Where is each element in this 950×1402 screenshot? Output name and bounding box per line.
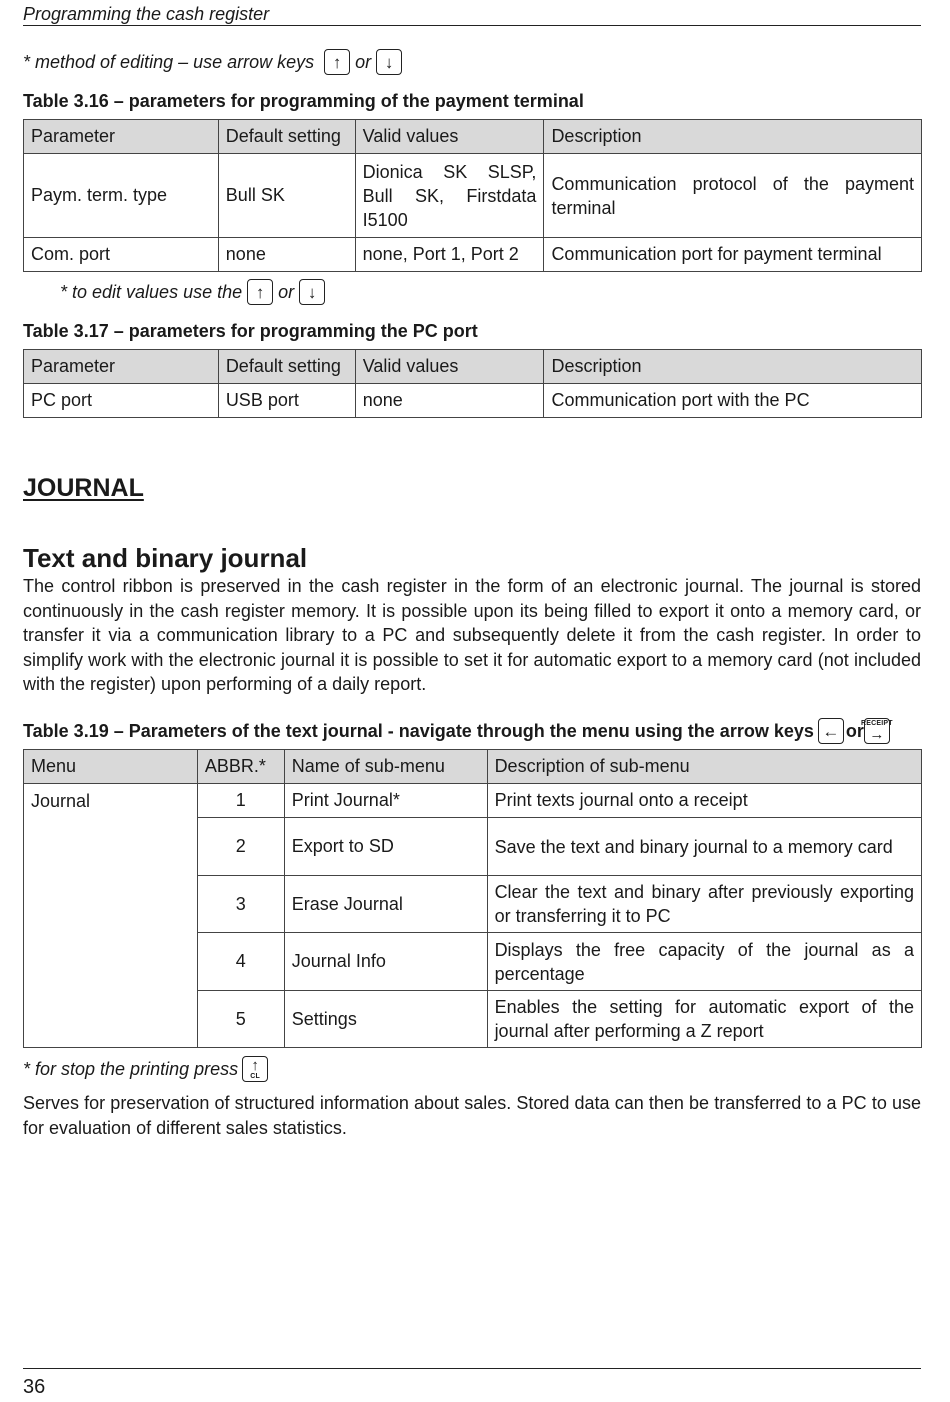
note-editing-or: or	[355, 51, 372, 72]
table-header-row	[24, 350, 922, 384]
cell-parameter: Com. port	[24, 238, 219, 272]
col-header-description: Description	[544, 350, 922, 384]
table-row	[24, 384, 922, 418]
col-header-default: Default setting	[218, 350, 355, 384]
cell-parameter: Paym. term. type	[24, 154, 219, 238]
note-stop-printing	[23, 1056, 273, 1082]
table-3-16	[23, 119, 922, 272]
col-header-menu: Menu	[24, 750, 198, 784]
receipt-key-label: RECEIPT	[861, 720, 893, 727]
table-3-17-caption: Table 3.17 – parameters for programming the PC port	[23, 321, 478, 341]
note-editing-text: * method of editing – use arrow keys	[23, 51, 315, 72]
left-arrow-key-icon: ←	[818, 718, 844, 744]
col-header-valid-values: Valid values	[355, 350, 544, 384]
col-header-abbr: ABBR.*	[197, 750, 284, 784]
col-header-submenu-description: Description of sub-menu	[487, 750, 921, 784]
cell-abbr: 1	[197, 784, 284, 818]
cell-default: Bull SK	[218, 154, 355, 238]
cell-default: none	[218, 238, 355, 272]
subsection-title: Text and binary journal	[23, 543, 308, 573]
note-edit-values-text: * to edit values use the	[60, 281, 243, 302]
outro-paragraph: Serves for preservation of structured information about sales. Stored data can then be transferred to a PC to use for evaluation of different sales statistics.	[23, 1093, 921, 1138]
page-number: 36	[23, 1376, 46, 1398]
table-3-19-caption-or: or	[845, 720, 864, 741]
cell-description: Communication port for payment terminal	[544, 238, 922, 272]
running-header: Programming the cash register	[23, 4, 270, 24]
cell-valid-values: none, Port 1, Port 2	[355, 238, 544, 272]
cell-submenu-description: Displays the free capacity of the journal as a percentage	[487, 933, 921, 991]
cell-submenu-name: Settings	[284, 991, 487, 1048]
section-title: JOURNAL	[23, 474, 144, 502]
up-arrow-key-icon: ↑	[247, 279, 273, 305]
cell-submenu-description: Save the text and binary journal to a memory card	[487, 818, 921, 876]
header-rule	[23, 25, 921, 26]
table-3-17	[23, 349, 922, 418]
cell-submenu-name: Print Journal*	[284, 784, 487, 818]
cell-default: USB port	[218, 384, 355, 418]
cell-description: Communication protocol of the payment terminal	[544, 154, 922, 238]
note-edit-values	[60, 279, 330, 305]
col-header-description: Description	[544, 120, 922, 154]
note-stop-text: * for stop the printing press	[23, 1058, 239, 1079]
table-header-row	[24, 120, 922, 154]
table-row	[24, 154, 922, 238]
cell-abbr: 3	[197, 876, 284, 933]
cell-parameter: PC port	[24, 384, 219, 418]
col-header-default: Default setting	[218, 120, 355, 154]
up-arrow-key-icon: ↑	[324, 49, 350, 75]
cell-abbr: 2	[197, 818, 284, 876]
cell-submenu-name: Erase Journal	[284, 876, 487, 933]
cell-submenu-name: Journal Info	[284, 933, 487, 991]
note-edit-values-or: or	[278, 281, 295, 302]
cell-submenu-description: Clear the text and binary after previously exporting or transferring it to PC	[487, 876, 921, 933]
cl-key-label: CL	[250, 1073, 260, 1080]
col-header-valid-values: Valid values	[355, 120, 544, 154]
receipt-right-arrow-key-icon: RECEIPT →	[861, 720, 893, 743]
table-3-19	[23, 749, 922, 1048]
table-3-16-caption: Table 3.16 – parameters for programming of the payment terminal	[23, 91, 584, 111]
table-3-19-caption	[23, 718, 892, 744]
note-editing	[23, 49, 407, 75]
cell-submenu-description: Print texts journal onto a receipt	[487, 784, 921, 818]
table-3-19-caption-text: Table 3.19 – Parameters of the text journal - navigate through the menu using the arrow keys	[23, 720, 814, 741]
table-header-row	[24, 750, 922, 784]
cl-up-key-icon: ↑ CL	[242, 1056, 268, 1082]
table-row	[24, 784, 922, 818]
col-header-parameter: Parameter	[24, 350, 219, 384]
table-row	[24, 238, 922, 272]
down-arrow-key-icon: ↓	[376, 49, 402, 75]
cell-abbr: 5	[197, 991, 284, 1048]
cell-abbr: 4	[197, 933, 284, 991]
cell-valid-values: Dionica SK SLSP, Bull SK, Firstdata I5100	[355, 154, 544, 238]
cell-submenu-description: Enables the setting for automatic export of the journal after performing a Z report	[487, 991, 921, 1048]
cell-valid-values: none	[355, 384, 544, 418]
cell-menu: Journal	[24, 784, 198, 1048]
col-header-submenu-name: Name of sub-menu	[284, 750, 487, 784]
cell-submenu-name: Export to SD	[284, 818, 487, 876]
footer-rule	[23, 1368, 921, 1369]
col-header-parameter: Parameter	[24, 120, 219, 154]
down-arrow-key-icon: ↓	[299, 279, 325, 305]
intro-paragraph: The control ribbon is preserved in the cash register in the form of an electronic journal. The journal is stored continuously in the cash register memory. It is possible upon its being filled to export it onto a memory card, or transfer it via a communication library to a PC and subsequently delete it from the cash register. In order to simplify work with the electronic journal it is possible to set it for automatic export to a memory card (not included with the register) upon performing of a daily report.	[23, 576, 921, 694]
cell-description: Communication port with the PC	[544, 384, 922, 418]
